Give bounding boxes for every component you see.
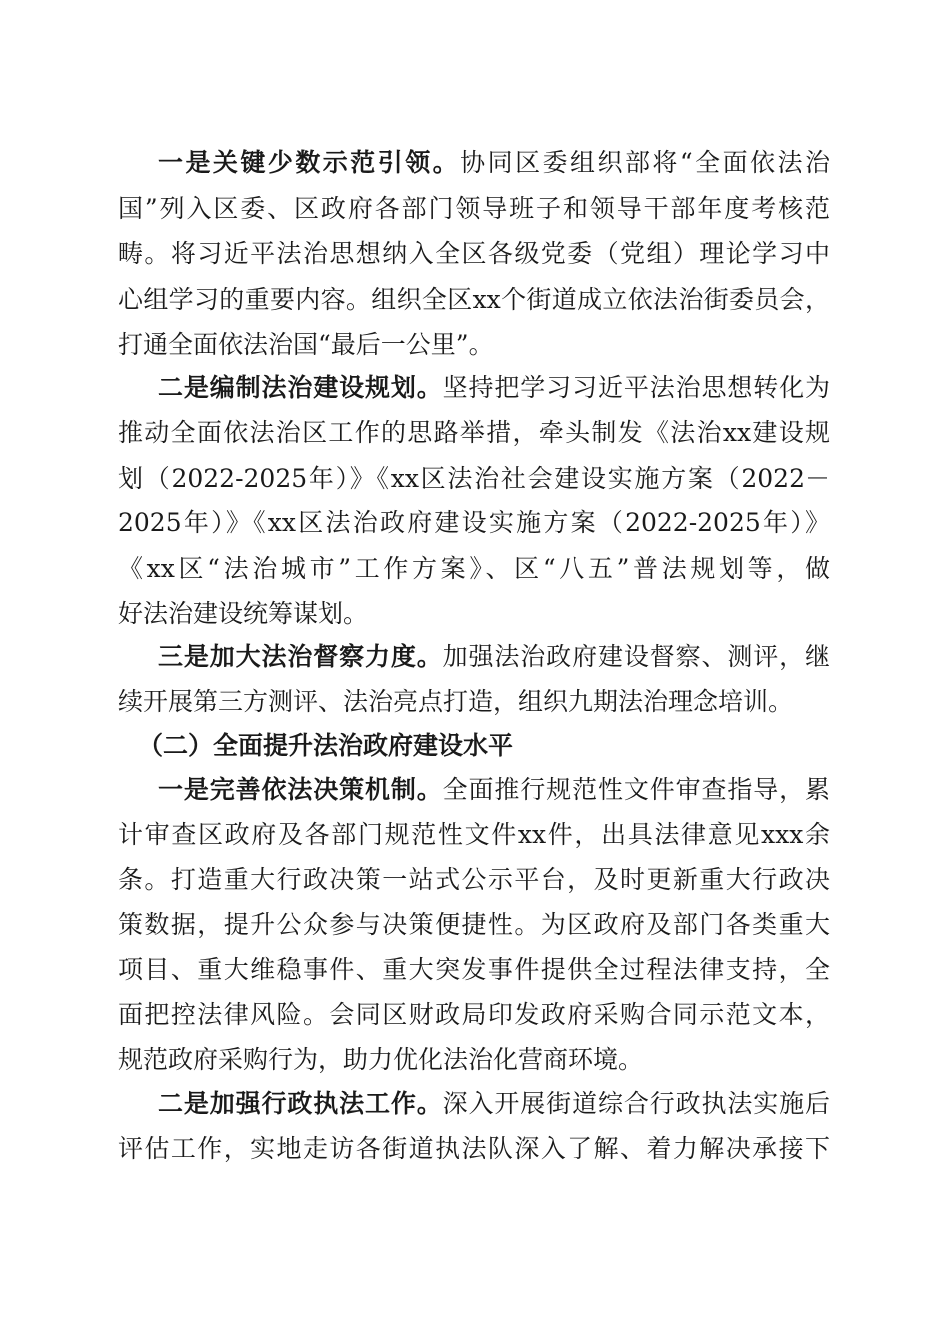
paragraph-1-line-3: 畴。将习近平法治思想纳入全区各级党委（党组）理论学习中 [118,239,830,268]
paragraph-4-line-6: 面把控法律风险。会同区财政局印发政府采购合同示范文本， [118,1000,830,1029]
paragraph-2-line-6: 好法治建设统筹谋划。 [118,599,369,628]
paragraph-1-text: 协同区委组织部将“全面依法治 [460,148,830,177]
paragraph-2-line-2: 推动全面依法治区工作的思路举措，牵头制发《法治xx建设规 [118,418,830,447]
paragraph-3-line-2: 续开展第三方测评、法治亮点打造，组织九期法治理念培训。 [118,687,794,716]
section-heading: （二）全面提升法治政府建设水平 [138,731,514,760]
paragraph-1-lead: 一是关键少数示范引领。 [158,148,461,177]
paragraph-4-line-3: 条。打造重大行政决策一站式公示平台，及时更新重大行政决 [118,865,830,894]
paragraph-1-line-4: 心组学习的重要内容。组织全区xx个街道成立依法治街委员会， [118,285,830,314]
paragraph-2-line-5: 《xx区“法治城市”工作方案》、区“八五”普法规划等，做 [118,554,830,583]
paragraph-2-line-4: 2025年）》《xx区法治政府建设实施方案（2022-2025年）》 [118,508,830,537]
paragraph-3-line-1 [118,634,830,680]
paragraph-4-line-1 [118,767,830,813]
paragraph-2-line-3: 划（2022-2025年）》《xx区法治社会建设实施方案（2022－ [118,464,830,493]
paragraph-2-lead: 二是编制法治建设规划。 [158,373,443,402]
paragraph-1-line-1 [118,140,830,186]
paragraph-1-line-2: 国”列入区委、区政府各部门领导班子和领导干部年度考核范 [118,194,830,223]
paragraph-3-lead: 三是加大法治督察力度。 [158,642,443,671]
paragraph-5-lead: 二是加强行政执法工作。 [158,1089,443,1118]
paragraph-3-text: 加强法治政府建设督察、测评，继 [442,642,830,671]
paragraph-2-text: 坚持把学习习近平法治思想转化为 [442,373,830,402]
paragraph-4-line-5: 项目、重大维稳事件、重大突发事件提供全过程法律支持，全 [118,955,830,984]
paragraph-1-line-5: 打通全面依法治国“最后一公里”。 [118,330,494,359]
paragraph-4-lead: 一是完善依法决策机制。 [158,775,443,804]
paragraph-4-text: 全面推行规范性文件审查指导，累 [442,775,830,804]
paragraph-4-line-2: 计审查区政府及各部门规范性文件xx件，出具法律意见xxx余 [118,820,830,849]
paragraph-5-text: 深入开展街道综合行政执法实施后 [442,1089,830,1118]
paragraph-5-line-2: 评估工作，实地走访各街道执法队深入了解、着力解决承接下 [118,1134,830,1163]
paragraph-4-line-7: 规范政府采购行为，助力优化法治化营商环境。 [118,1045,644,1074]
paragraph-2-line-1 [118,365,830,411]
paragraph-5-line-1 [118,1081,830,1127]
paragraph-4-line-4: 策数据，提升公众参与决策便捷性。为区政府及部门各类重大 [118,910,830,939]
